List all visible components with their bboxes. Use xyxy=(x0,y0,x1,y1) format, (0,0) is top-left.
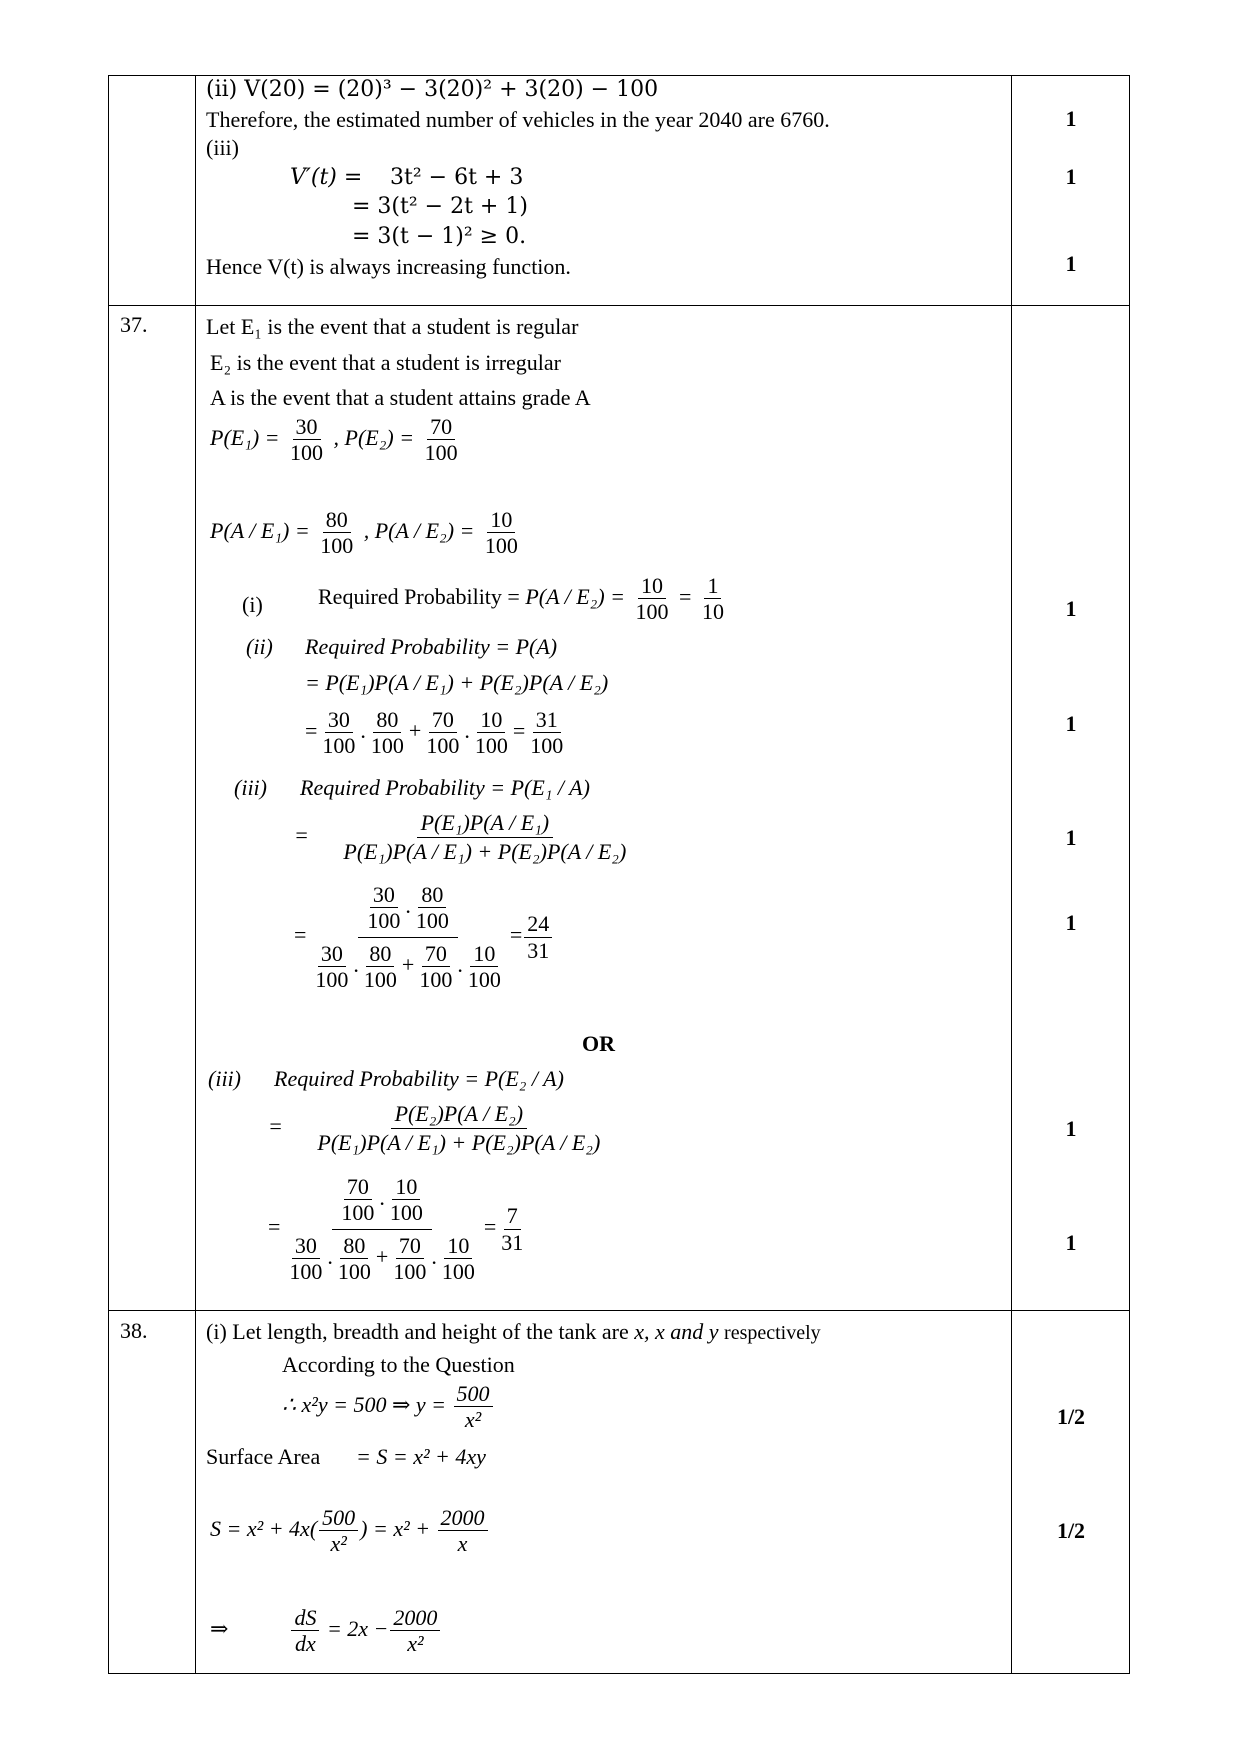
mark: 1 xyxy=(1065,711,1077,736)
volume-equation: ∴ x²y = 500 ⇒ y = $\frac{500}{\text{x²}}$ xyxy=(282,1381,495,1433)
bayes-e1-computation: = $\frac{30}{100}$ . $\frac{80}{100}$ $\frac{30}{100}$ . $\frac{80}{100}$ + $\frac{70}{100}$ . $\frac{10}{100}$ = $\frac{24}{31}$ xyxy=(294,882,554,992)
event-e2-definition: E₂ is the event that a student is irregular xyxy=(210,350,562,375)
mark: 1 xyxy=(1065,910,1077,935)
column-divider xyxy=(1011,306,1012,1310)
mark: 1 xyxy=(1065,251,1077,276)
derivative-rhs: 3t² − 6t + 3 xyxy=(390,165,524,190)
mark: 1/2 xyxy=(1056,1404,1086,1429)
part-ii-computation: = $\frac{30}{100}$ . $\frac{80}{100}$ + $\frac{70}{100}$ . $\frac{10}{100}$ = $\frac{31}{100}$ xyxy=(305,707,564,759)
part-iii-text: Required Probability = P(E₁ / A) xyxy=(300,775,590,800)
question-number: 38. xyxy=(120,1318,148,1343)
mark: 1 xyxy=(1065,1230,1077,1255)
surface-area-expr: = S = x² + 4xy xyxy=(356,1444,486,1469)
derivative-step2: = 3(t² − 2t + 1) xyxy=(352,194,528,219)
alt-part-iii-label: (iii) xyxy=(208,1066,241,1091)
prob-e1-e2 xyxy=(210,414,463,466)
according-line: According to the Question xyxy=(282,1352,515,1377)
column-divider xyxy=(1011,1311,1012,1673)
column-divider xyxy=(195,76,196,305)
part-i-label: (i) xyxy=(242,592,263,617)
bayes-e2-formula: = $\frac{\text{P(E₂)P(A / E₂)}}{\text{P(E₁)P(A / E₁) + P(E₂)P(A / E₂)}}$ xyxy=(268,1101,601,1155)
part-iii-label: (iii) xyxy=(206,135,239,160)
p-e2-fraction: $\frac{70}{100}$ xyxy=(424,414,458,466)
part-iii-label: (iii) xyxy=(234,775,267,800)
mark: 1 xyxy=(1065,106,1077,131)
mark: 1 xyxy=(1065,1116,1077,1141)
pa-e1-lhs: P(A / E₁) = xyxy=(210,517,310,543)
derivative-step3: = 3(t − 1)² ≥ 0. xyxy=(352,224,527,249)
bayes-e2-computation: = $\frac{70}{100}$ . $\frac{10}{100}$ $\frac{30}{100}$ . $\frac{80}{100}$ + $\frac{70}{100}$ . $\frac{10}{100}$ = $\frac{7}{31}$ xyxy=(268,1174,524,1284)
part-ii-label: (ii) xyxy=(246,634,273,659)
increasing-conclusion: Hence V(t) is always increasing function. xyxy=(206,254,571,279)
column-divider xyxy=(195,306,196,1310)
pa-e1-fraction: $\frac{80}{100}$ xyxy=(320,507,354,559)
alt-part-iii-text: Required Probability = P(E₂ / A) xyxy=(274,1066,564,1091)
pa-e2-fraction: $\frac{10}{100}$ xyxy=(484,507,518,559)
mark: 1 xyxy=(1065,596,1077,621)
surface-substitution: S = x² + 4x( $\frac{500}{\text{x²}}$ ) = x² + $\frac{2000}{x}$ xyxy=(210,1505,490,1557)
mark: 1 xyxy=(1065,164,1077,189)
v20-line: (ii) V(20) = (20)³ − 3(20)² + 3(20) − 100 xyxy=(206,77,659,102)
part-ii-total-prob: = P(E₁)P(A / E₁) + P(E₂)P(A / E₂) xyxy=(305,670,609,695)
part-ii-text: Required Probability = P(A) xyxy=(305,634,558,659)
bayes-e1-formula: = $\frac{\text{P(E₁)P(A / E₁)}}{\text{P(E₁)P(A / E₁) + P(E₂)P(A / E₂)}}$ xyxy=(294,810,627,864)
column-divider xyxy=(195,1311,196,1673)
derivative-lhs: V′(t) = xyxy=(290,165,363,190)
event-a-definition: A is the event that a student attains grade A xyxy=(210,385,591,410)
p-e2-lhs: , P(E₂) = xyxy=(333,424,415,450)
surface-area-label: Surface Area xyxy=(206,1444,321,1469)
mark: 1/2 xyxy=(1056,1518,1086,1543)
conditional-probs xyxy=(210,507,523,559)
question-number: 37. xyxy=(120,312,148,337)
part-i-answer: Required Probability = P(A / E₂) = $\frac{10}{100}$ = $\frac{1}{10}$ xyxy=(318,573,724,625)
tank-dimensions-line: (i) Let length, breadth and height of the tank are x, x and y respectively xyxy=(206,1319,821,1344)
pa-e2-lhs: , P(A / E₂) = xyxy=(363,517,475,543)
mark: 1 xyxy=(1065,825,1077,850)
p-e1-lhs: P(E₁) = xyxy=(210,424,280,450)
or-separator: OR xyxy=(582,1031,615,1056)
p-e1-fraction: $\frac{30}{100}$ xyxy=(290,414,324,466)
derivative-equation: ⇒ $\frac{dS}{dx}$ = 2x − $\frac{2000}{\text{x²}}$ xyxy=(210,1605,442,1657)
estimate-line: Therefore, the estimated number of vehicles in the year 2040 are 6760. xyxy=(206,107,830,132)
event-e1-definition: Let E₁ is the event that a student is regular xyxy=(206,314,579,339)
